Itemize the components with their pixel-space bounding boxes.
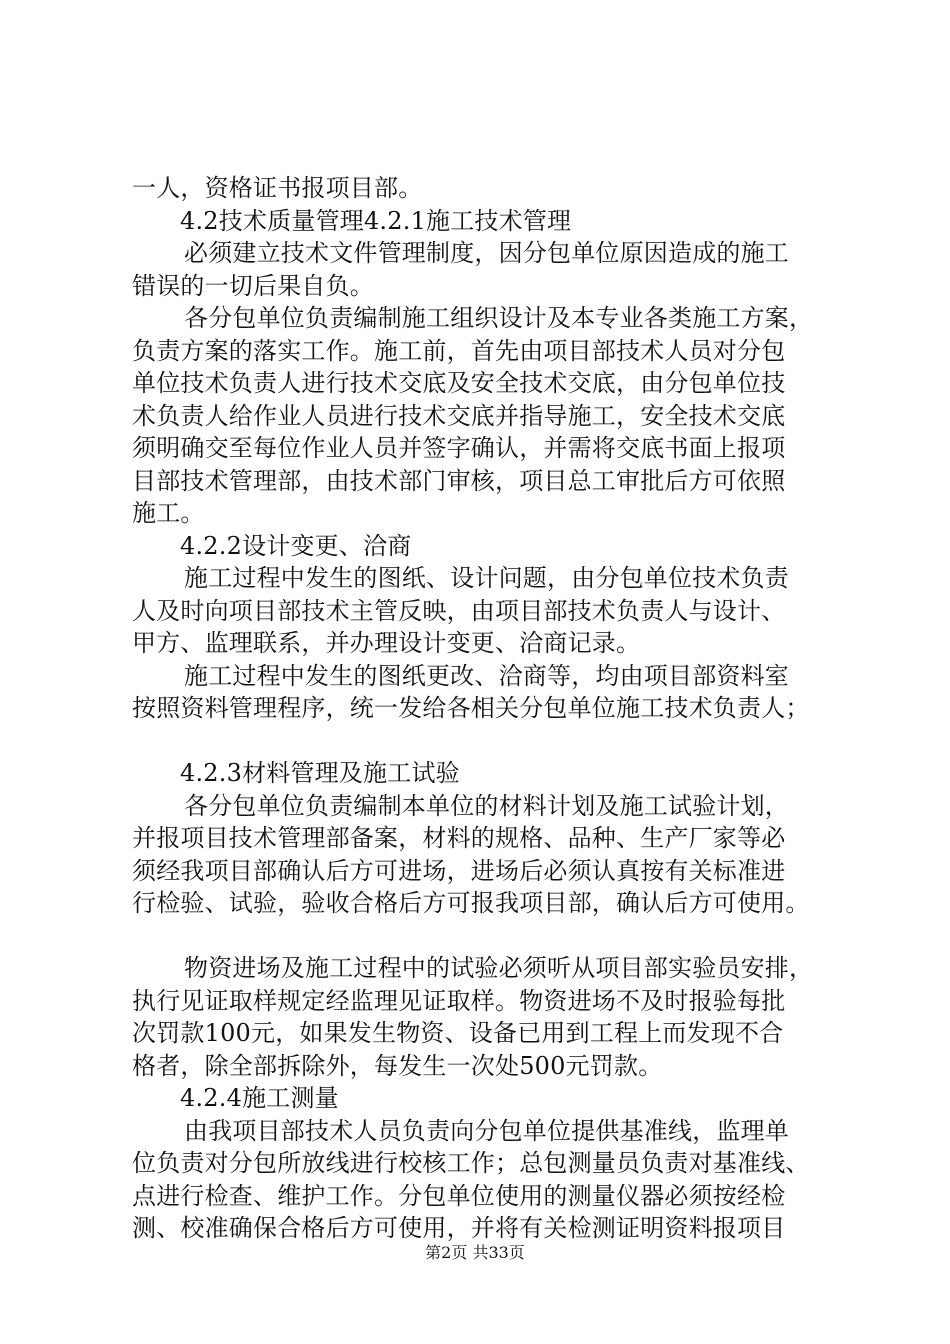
section-heading: 4.2.2设计变更、洽商 [180,531,412,560]
text-line: 次罚款100元，如果发生物资、设备已用到工程上而发现不合 [132,1019,784,1047]
text-line: 点进行检查、维护工作。分包单位使用的测量仪器必须按经检 [132,1181,786,1210]
section-heading: 4.2技术质量管理4.2.1施工技术管理 [180,206,572,235]
page-number-footer: 第2页 共33页 [425,1243,525,1262]
text-line: 负责方案的落实工作。施工前，首先由项目部技术人员对分包 [132,336,786,365]
text-line: 必须建立技术文件管理制度，因分包单位原因造成的施工 [184,239,789,267]
text-line: 并报项目技术管理部备案，材料的规格、品种、生产厂家等必 [132,824,786,852]
blank-line [132,725,852,758]
document-body [132,172,852,1245]
text-line: 施工过程中发生的图纸、设计问题，由分包单位技术负责 [184,564,789,592]
text-line: 按照资料管理程序，统一发给各相关分包单位施工技术负责人； [132,694,810,722]
text-line: 物资进场及施工过程中的试验必须听从项目部实验员安排， [184,954,814,982]
text-line: 须经我项目部确认后方可进场，进场后必须认真按有关标准进 [132,856,786,885]
text-line: 各分包单位负责编制施工组织设计及本专业各类施工方案， [184,304,814,332]
text-line: 行检验、试验，验收合格后方可报我项目部，确认后方可使用。 [132,889,810,917]
section-heading: 4.2.3材料管理及施工试验 [180,759,460,787]
text-line: 施工。 [132,499,205,527]
text-line: 人及时向项目部技术主管反映，由项目部技术负责人与设计、 [132,596,786,625]
blank-line [132,920,852,953]
text-line: 错误的一切后果自负。 [132,271,374,300]
text-line: 一人，资格证书报项目部。 [132,174,423,202]
text-line: 由我项目部技术人员负责向分包单位提供基准线，监理单 [184,1116,789,1145]
section-heading: 4.2.4施工测量 [180,1084,339,1112]
text-line: 位负责对分包所放线进行校核工作；总包测量员负责对基准线、 [132,1149,810,1177]
text-line: 目部技术管理部，由技术部门审核，项目总工审批后方可依照 [132,466,786,495]
text-line: 单位技术负责人进行技术交底及安全技术交底，由分包单位技 [132,369,786,397]
text-line: 各分包单位负责编制本单位的材料计划及施工试验计划， [184,791,789,820]
text-line: 测、校准确保合格后方可使用，并将有关检测证明资料报项目 [132,1214,786,1242]
text-line: 须明确交至每位作业人员并签字确认，并需将交底书面上报项 [132,434,786,462]
text-line: 甲方、监理联系，并办理设计变更、洽商记录。 [132,629,641,657]
text-line: 格者，除全部拆除外，每发生一次处500元罚款。 [132,1051,663,1080]
text-line: 执行见证取样规定经监理见证取样。物资进场不及时报验每批 [132,986,786,1015]
text-line: 施工过程中发生的图纸更改、洽商等，均由项目部资料室 [184,661,789,690]
text-line: 术负责人给作业人员进行技术交底并指导施工，安全技术交底 [132,401,786,430]
